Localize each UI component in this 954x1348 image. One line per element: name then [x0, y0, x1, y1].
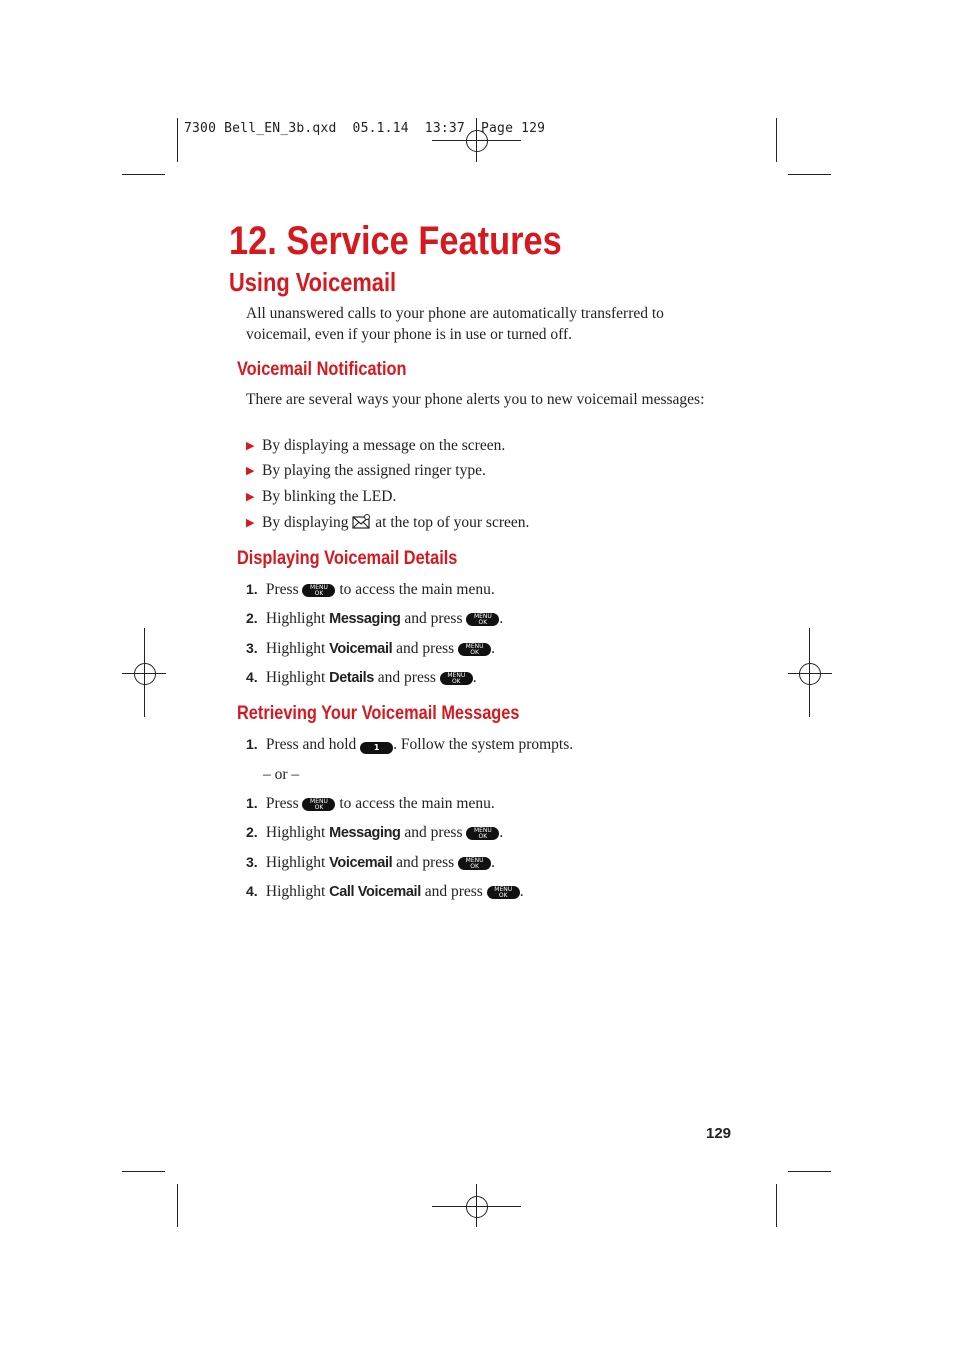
- bullet-arrow-icon: ▶: [246, 517, 255, 529]
- voicemail-envelope-icon: [352, 514, 371, 530]
- step-item: 1. Press and hold 1 . Follow the system prompts.: [246, 736, 574, 753]
- step-item: 3. Highlight Voicemail and press MENU OK .: [246, 640, 495, 657]
- list-item: ▶ By playing the assigned ringer type.: [246, 462, 486, 479]
- chapter-title: 12. Service Features: [229, 219, 562, 263]
- menu-ok-key-icon: MENU OK: [466, 827, 499, 840]
- list-item: ▶ By displaying a message on the screen.: [246, 437, 506, 454]
- step-item: 1. Press MENU OK to access the main menu.: [246, 795, 495, 812]
- bullet-arrow-icon: ▶: [246, 465, 255, 477]
- step-item: 2. Highlight Messaging and press MENU OK .: [246, 610, 504, 627]
- menu-ok-key-icon: MENU OK: [487, 886, 520, 899]
- page-number: 129: [706, 1125, 732, 1142]
- step-item: 4. Highlight Details and press MENU OK .: [246, 669, 477, 686]
- key-1-icon: 1: [360, 742, 393, 754]
- retrieving-heading: Retrieving Your Voicemail Messages: [237, 703, 520, 724]
- bullet-arrow-icon: ▶: [246, 491, 255, 503]
- menu-ok-key-icon: MENU OK: [466, 613, 499, 626]
- menu-ok-key-icon: MENU OK: [440, 672, 473, 685]
- list-item: ▶ By blinking the LED.: [246, 488, 397, 505]
- step-item: 3. Highlight Voicemail and press MENU OK .: [246, 854, 495, 871]
- section-title: Using Voicemail: [229, 267, 397, 297]
- menu-ok-key-icon: MENU OK: [458, 643, 491, 656]
- notification-intro: There are several ways your phone alerts you to new voicemail messages:: [246, 391, 705, 408]
- or-separator: – or –: [263, 766, 300, 783]
- intro-paragraph: All unanswered calls to your phone are automatically transferred to voicemail, even if your phone is in use or turned off.: [246, 305, 664, 343]
- menu-ok-key-icon: MENU OK: [302, 584, 335, 597]
- list-item: ▶ By displaying at the top of your screen.: [246, 514, 530, 531]
- step-item: 4. Highlight Call Voicemail and press MENU OK .: [246, 883, 524, 900]
- print-slug: 7300 Bell_EN_3b.qxd 05.1.14 13:37 Page 129: [184, 121, 546, 136]
- menu-ok-key-icon: MENU OK: [458, 857, 491, 870]
- step-item: 2. Highlight Messaging and press MENU OK .: [246, 824, 504, 841]
- step-item: 1. Press MENU OK to access the main menu.: [246, 581, 495, 598]
- details-heading: Displaying Voicemail Details: [237, 548, 458, 569]
- notification-heading: Voicemail Notification: [237, 359, 407, 380]
- bullet-arrow-icon: ▶: [246, 440, 255, 452]
- menu-ok-key-icon: MENU OK: [302, 798, 335, 811]
